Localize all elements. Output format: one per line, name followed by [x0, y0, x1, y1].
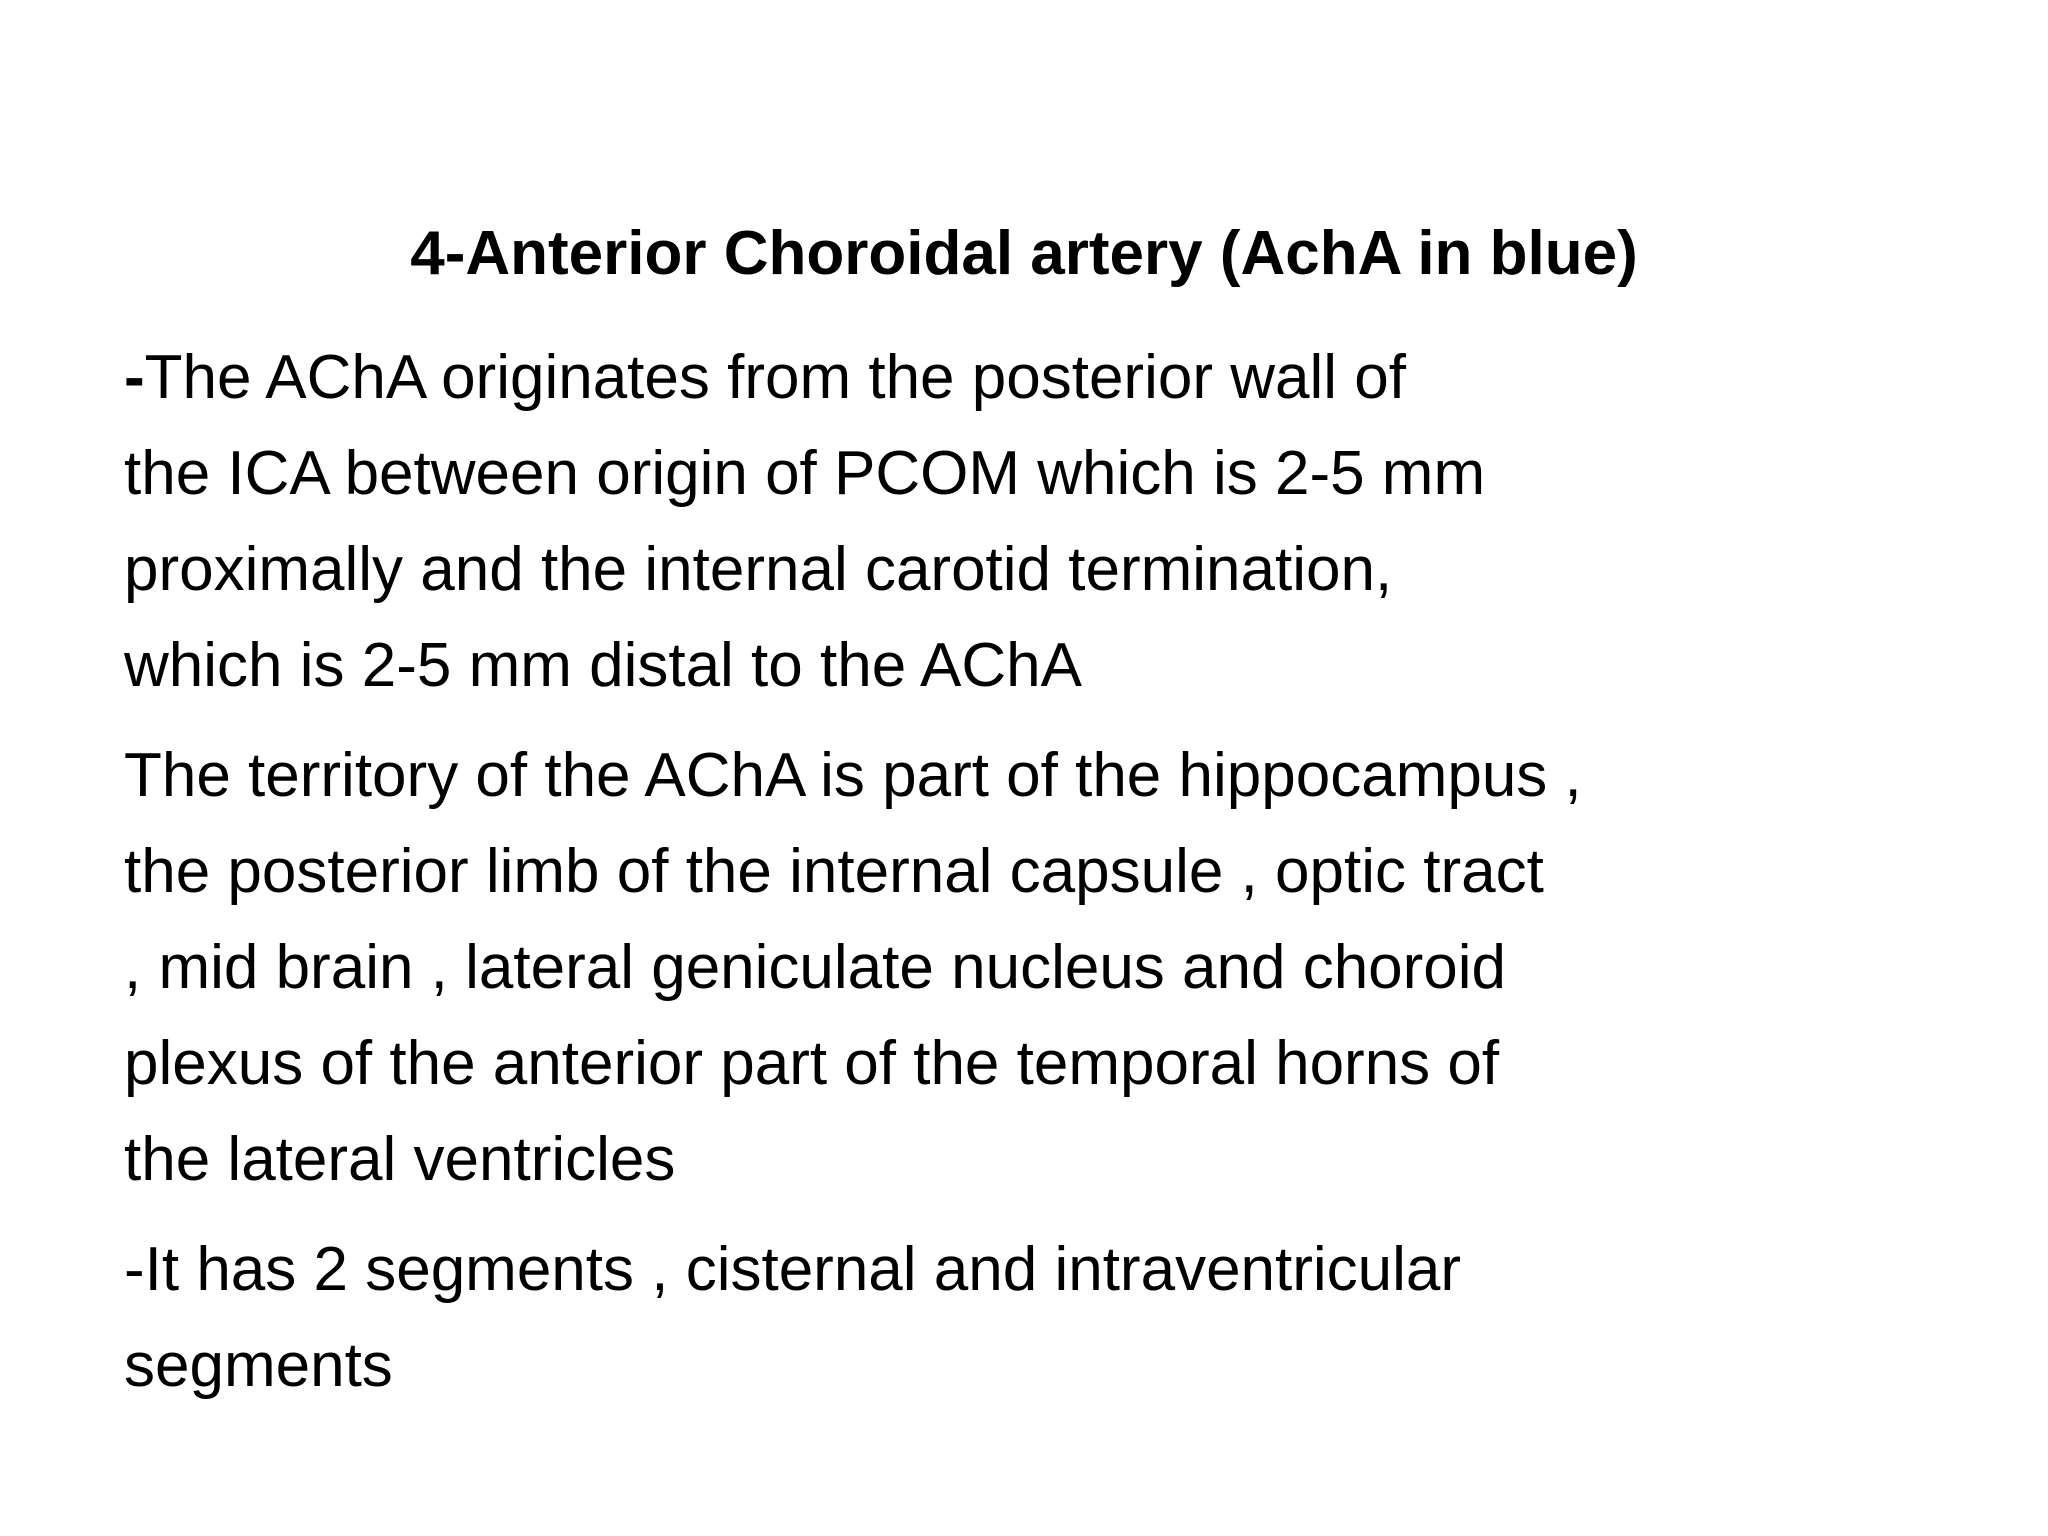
- bullet-dash: -: [124, 343, 145, 412]
- paragraph-line: segments: [124, 1331, 393, 1400]
- paragraph-territory: [124, 728, 1954, 1208]
- paragraph-line: The territory of the AChA is part of the hippocampus ,: [124, 741, 1582, 810]
- paragraph-line: the lateral ventricles: [124, 1125, 676, 1194]
- slide-title: 4-Anterior Choroidal artery (AchA in blue): [410, 219, 1638, 288]
- slide-body: [124, 330, 1954, 1414]
- paragraph-line: the posterior limb of the internal capsule , optic tract: [124, 837, 1544, 906]
- paragraph-line: plexus of the anterior part of the temporal horns of: [124, 1029, 1500, 1098]
- paragraph-origin: [124, 330, 1954, 714]
- paragraph-line: the ICA between origin of PCOM which is 2-5 mm: [124, 439, 1486, 508]
- paragraph-line: [124, 330, 1954, 426]
- paragraph-line: proximally and the internal carotid termination,: [124, 535, 1393, 604]
- paragraph-segments: [124, 1222, 1954, 1414]
- paragraph-line: which is 2-5 mm distal to the AChA: [124, 631, 1082, 700]
- paragraph-line: -It has 2 segments , cisternal and intraventricular: [124, 1235, 1462, 1304]
- paragraph-line: , mid brain , lateral geniculate nucleus and choroid: [124, 933, 1507, 1002]
- line-text: The AChA originates from the posterior wall of: [144, 343, 1406, 412]
